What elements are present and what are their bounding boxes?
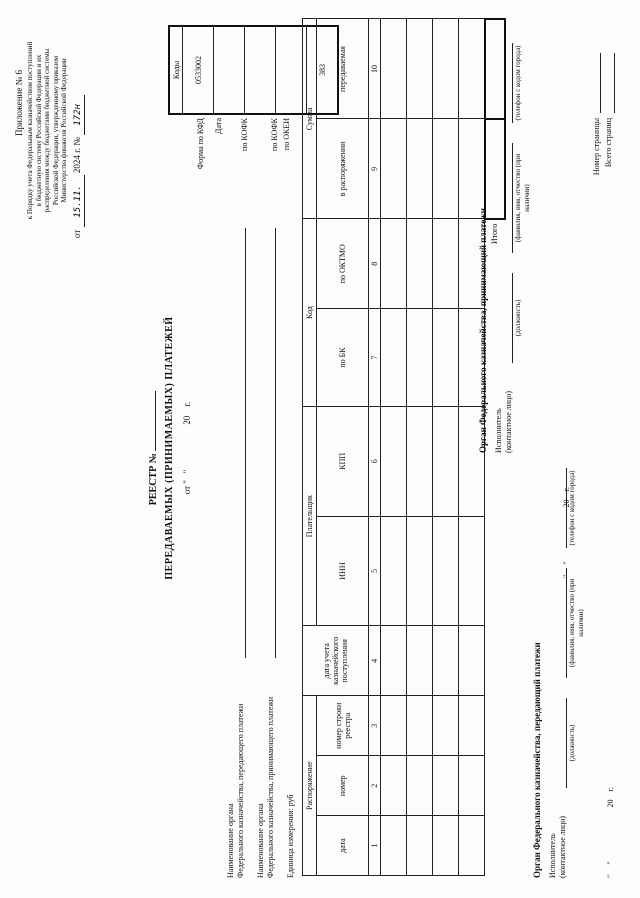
order-prefix: от — [72, 229, 82, 238]
pages-total-label: Всего страниц — [604, 118, 613, 168]
col-num: 9 — [369, 119, 381, 219]
sender-position-label: (должность) — [568, 724, 576, 762]
okud-label: Форма по КФД — [196, 118, 205, 170]
col-num: 4 — [369, 626, 381, 696]
okei-value: 383 — [307, 26, 339, 114]
appendix-line: распределения между бюджетами бюджетной системы — [43, 48, 51, 213]
registry-subtitle: ПЕРЕДАВАЕМЫХ (ПРИНИМАЕМЫХ) ПЛАТЕЖЕЙ — [164, 316, 175, 580]
sender-fio-label: (фамилия, имя, отчество (при наличии) — [568, 578, 585, 668]
table-row — [381, 19, 407, 876]
col-transferred: передаваемая — [317, 19, 369, 119]
receiver-position-line — [512, 273, 513, 363]
kofk2-label: по КОФК — [270, 118, 279, 151]
receiver-phone-line — [512, 43, 513, 123]
registry-title — [148, 248, 160, 648]
appendix-line: в бюджетную систему Российской Федерации и их — [34, 54, 43, 207]
executor-label: Исполнитель — [548, 833, 557, 878]
col-bk: по БК — [317, 309, 369, 407]
receiver-phone-label: (телефон с кодом города) — [514, 45, 522, 121]
appendix-order — [72, 3, 85, 238]
pages-total-line — [614, 53, 615, 113]
page-number-label: Номер страницы — [592, 118, 601, 176]
sender-label-line1: Наименование органа — [226, 803, 235, 878]
col-distributed: в распоряжении — [317, 119, 369, 219]
col-number: номер — [317, 756, 369, 816]
group-code-header: Код — [303, 219, 317, 407]
date-value — [214, 26, 245, 114]
sender-position-line — [566, 698, 567, 788]
receiver-sign-date: " " 20 г. — [562, 487, 571, 578]
registry-label: РЕЕСТР № — [148, 453, 159, 506]
sender-label — [226, 618, 245, 878]
col-num: 10 — [369, 19, 381, 119]
kofk1-value — [245, 26, 276, 114]
order-number: 172н — [73, 95, 85, 135]
sender-sign-title: Орган Федерального казначейства, передающий платежи — [532, 642, 542, 878]
appendix-line: Российской Федерации, утвержденному приказом — [51, 55, 60, 206]
executor-label: Исполнитель — [494, 408, 503, 453]
col-treasury-date: дата учета казначейского поступления — [303, 626, 369, 696]
receiver-executor — [494, 373, 513, 453]
group-order-header: Распоряжение — [303, 696, 317, 876]
receiver-label-line1: Наименование органа — [256, 803, 265, 878]
executor-sub-label: (контактное лицо) — [557, 816, 567, 878]
appendix-text — [26, 3, 69, 258]
okud-value: 0533002 — [183, 26, 214, 114]
table-row — [407, 19, 433, 876]
col-kpp: КПП — [317, 406, 369, 516]
date-label: Дата — [214, 118, 223, 134]
table-row — [433, 19, 459, 876]
col-num: 2 — [369, 756, 381, 816]
sender-phone-label: (телефон с кодом города) — [568, 470, 576, 546]
receiver-field-line — [275, 228, 276, 658]
receiver-fio-line — [512, 143, 513, 253]
page-number-line — [600, 53, 601, 113]
receiver-sign-title: Орган Федерального казначейства, принимающий платежи — [478, 208, 488, 453]
receiver-fio-label: (фамилия, имя, отчество (при наличии) — [514, 153, 531, 243]
col-inn: ИНН — [317, 516, 369, 626]
sender-label-line2: Федерального казначейства, передающего платежи — [235, 703, 245, 878]
group-payer-header: Плательщик — [303, 406, 317, 626]
col-num: 7 — [369, 309, 381, 407]
col-row: номер строки реестра — [317, 696, 369, 756]
col-num: 5 — [369, 516, 381, 626]
total-label: Итого — [490, 223, 500, 245]
col-num: 8 — [369, 219, 381, 309]
col-oktmo: по ОКТМО — [317, 219, 369, 309]
executor-sub-label: (контактное лицо) — [503, 391, 513, 453]
col-num: 1 — [369, 816, 381, 876]
sender-sign-date: " " 20 г. — [606, 787, 615, 878]
sender-field-line — [245, 228, 246, 658]
registry-date-line: от " " 20 г. — [182, 401, 192, 495]
group-sum-header: Сумма — [303, 19, 317, 219]
col-num: 6 — [369, 406, 381, 516]
receiver-label — [256, 618, 275, 878]
receiver-position-label: (должность) — [514, 299, 522, 337]
codes-title: Коды — [169, 26, 183, 114]
appendix-line: к Порядку учета Федеральным казначейством поступлений — [26, 41, 34, 220]
okei-label: по ОКЕИ — [282, 118, 291, 151]
appendix-title: Приложение № 6 — [14, 70, 24, 136]
sender-fio-line — [566, 568, 567, 678]
unit-label: Единица измерения: руб — [286, 794, 295, 878]
registry-number-line — [155, 391, 156, 451]
payments-table — [302, 18, 506, 876]
order-year: 2024 г. № — [72, 137, 82, 174]
sender-executor — [548, 798, 567, 878]
receiver-label-line2: Федерального казначейства, принимающего платежи — [265, 696, 275, 878]
col-num: 3 — [369, 696, 381, 756]
order-date: 15.11. — [73, 175, 85, 227]
col-date: дата — [317, 816, 369, 876]
appendix-line: Министерства финансов Российской Федерации — [60, 58, 68, 203]
kofk1-label: по КОФК — [240, 118, 249, 151]
